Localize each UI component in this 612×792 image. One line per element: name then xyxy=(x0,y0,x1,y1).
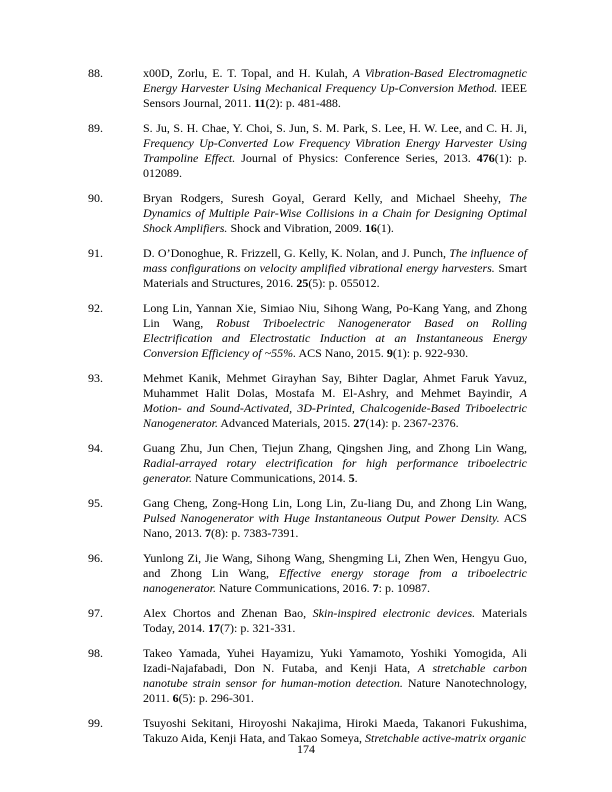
reference-number: 88. xyxy=(88,66,103,80)
reference-number: 99. xyxy=(88,716,103,730)
reference-number: 92. xyxy=(88,301,103,315)
reference-segment: (14): p. 2367-2376. xyxy=(365,416,459,430)
reference-item xyxy=(88,246,527,291)
reference-segment: Effective energy storage from a triboelectric nanogenerator. xyxy=(143,566,527,595)
reference-item xyxy=(88,66,527,111)
reference-text xyxy=(143,301,527,360)
reference-segment: 16 xyxy=(364,221,377,235)
reference-segment: x00D, Zorlu, E. T. Topal, and H. Kulah, xyxy=(143,66,353,80)
reference-text xyxy=(143,66,527,110)
reference-segment: ACS Nano, 2013. xyxy=(143,511,527,540)
reference-segment: (1). xyxy=(376,221,394,235)
reference-item xyxy=(88,496,527,541)
reference-segment: Nature Nanotechnology, 2011. xyxy=(143,676,528,705)
reference-segment: (1): p. 922-930. xyxy=(392,346,469,360)
reference-segment: Guang Zhu, Jun Chen, Tiejun Zhang, Qingshen Jing, and Zhong Lin Wang, xyxy=(143,441,527,455)
reference-segment: Smart Materials and Structures, 2016. xyxy=(143,261,527,290)
reference-number: 95. xyxy=(88,496,103,510)
reference-segment: Materials Today, 2014. xyxy=(143,606,527,635)
reference-segment: Nature Communications, 2016. xyxy=(216,581,373,595)
reference-segment: 17 xyxy=(208,621,221,635)
reference-segment: 6 xyxy=(172,691,179,705)
reference-segment: 27 xyxy=(353,416,366,430)
reference-number: 94. xyxy=(88,441,103,455)
reference-item xyxy=(88,551,527,596)
reference-item xyxy=(88,121,527,181)
reference-segment: A stretchable carbon nanotube strain sensor for human-motion detection. xyxy=(143,661,527,690)
reference-text xyxy=(143,716,527,745)
reference-text xyxy=(143,551,527,595)
reference-segment: Frequency Up-Converted Low Frequency Vibration Energy Harvester Using Trampoline Effect. xyxy=(143,136,527,165)
reference-segment: Advanced Materials, 2015. xyxy=(218,416,354,430)
reference-segment: 25 xyxy=(296,276,309,290)
reference-item xyxy=(88,371,527,431)
reference-number: 90. xyxy=(88,191,103,205)
reference-segment: D. O’Donoghue, R. Frizzell, G. Kelly, K. Nolan, and J. Punch, xyxy=(143,246,450,260)
reference-segment: ACS Nano, 2015. xyxy=(296,346,387,360)
reference-segment: Tsuyoshi Sekitani, Hiroyoshi Nakajima, Hiroki Maeda, Takanori Fukushima, Takuzo Aida, Kenji Hata, and Takao Someya, xyxy=(143,716,527,745)
reference-segment: Skin-inspired electronic devices. xyxy=(312,606,476,620)
reference-item xyxy=(88,441,527,486)
reference-segment: (5): p. 296-301. xyxy=(178,691,254,705)
reference-segment: 7 xyxy=(372,581,379,595)
reference-segment: (8): p. 7383-7391. xyxy=(211,526,299,540)
reference-segment: (5): p. 055012. xyxy=(308,276,380,290)
reference-segment: Alex Chortos and Zhenan Bao, xyxy=(143,606,313,620)
reference-text xyxy=(143,496,527,540)
reference-segment: S. Ju, S. H. Chae, Y. Choi, S. Jun, S. M. Park, S. Lee, H. W. Lee, and C. H. Ji, xyxy=(143,121,527,135)
reference-segment: Yunlong Zi, Jie Wang, Sihong Wang, Shengming Li, Zhen Wen, Hengyu Guo, and Zhong Lin Wang, xyxy=(143,551,527,580)
reference-segment: 9 xyxy=(386,346,393,360)
reference-segment: A Vibration-Based Electromagnetic Energy Harvester Using Mechanical Frequency Up-Conversion Method. xyxy=(143,66,527,95)
reference-segment: : p. 10987. xyxy=(378,581,430,595)
reference-item xyxy=(88,301,527,361)
reference-segment: Takeo Yamada, Yuhei Hayamizu, Yuki Yamamoto, Yoshiki Yomogida, Ali Izadi-Najafabadi, Don N. Futaba, and Kenji Hata, xyxy=(143,646,527,675)
reference-segment: Radial-arrayed rotary electrification for high performance triboelectric generator. xyxy=(143,456,527,485)
reference-segment: A Motion- and Sound-Activated, 3D-Printed, Chalcogenide-Based Triboelectric Nanogenerator. xyxy=(143,386,527,430)
reference-segment: (2): p. 481-488. xyxy=(265,96,341,110)
reference-segment: 5 xyxy=(348,471,355,485)
reference-text xyxy=(143,191,527,235)
reference-segment: Journal of Physics: Conference Series, 2013. xyxy=(235,151,477,165)
reference-segment: Shock and Vibration, 2009. xyxy=(227,221,365,235)
reference-number: 98. xyxy=(88,646,103,660)
reference-segment: 7 xyxy=(205,526,211,540)
reference-number: 96. xyxy=(88,551,103,565)
page-number: 174 xyxy=(297,742,315,756)
reference-text xyxy=(143,441,527,485)
reference-text xyxy=(143,246,527,290)
reference-text xyxy=(143,121,527,180)
reference-number: 97. xyxy=(88,606,103,620)
reference-segment: Nature Communications, 2014. xyxy=(192,471,349,485)
reference-text xyxy=(143,371,527,430)
reference-segment: Mehmet Kanik, Mehmet Girayhan Say, Bihter Daglar, Ahmet Faruk Yavuz, Muhammet Halit Dolas, Mostafa M. El-Ashry, and Mehmet Bayindir, xyxy=(143,371,527,400)
reference-segment: . xyxy=(354,471,358,485)
reference-number: 93. xyxy=(88,371,103,385)
reference-segment: IEEE Sensors Journal, 2011. xyxy=(143,81,527,110)
reference-text xyxy=(143,646,527,705)
reference-segment: Robust Triboelectric Nanogenerator Based on Rolling Electrification and Electrostatic Induction at an Instantaneous Energy Conversion Efficiency of ~55%. xyxy=(143,316,527,360)
reference-segment: Gang Cheng, Zong-Hong Lin, Long Lin, Zu-liang Du, and Zhong Lin Wang, xyxy=(143,496,527,510)
reference-segment: Pulsed Nanogenerator with Huge Instantaneous Output Power Density. xyxy=(143,511,500,525)
reference-item xyxy=(88,606,527,636)
reference-segment: (7): p. 321-331. xyxy=(220,621,296,635)
reference-item xyxy=(88,646,527,706)
reference-segment: (1): p. 012089. xyxy=(143,151,528,180)
reference-segment: Stretchable active-matrix organic xyxy=(365,731,527,745)
reference-number: 89. xyxy=(88,121,103,135)
reference-segment: The influence of mass configurations on velocity amplified vibrational energy harvesters. xyxy=(143,246,527,275)
reference-text xyxy=(143,606,527,635)
reference-number: 91. xyxy=(88,246,103,260)
reference-item xyxy=(88,191,527,236)
reference-segment: Long Lin, Yannan Xie, Simiao Niu, Sihong Wang, Po-Kang Yang, and Zhong Lin Wang, xyxy=(143,301,527,330)
reference-segment: Bryan Rodgers, Suresh Goyal, Gerard Kelly, and Michael Sheehy, xyxy=(143,191,509,205)
reference-segment: 11 xyxy=(254,96,266,110)
reference-segment: The Dynamics of Multiple Pair-Wise Collisions in a Chain for Designing Optimal Shock Amplifiers. xyxy=(143,191,527,235)
reference-segment: 476 xyxy=(476,151,495,165)
references-list xyxy=(88,66,527,756)
